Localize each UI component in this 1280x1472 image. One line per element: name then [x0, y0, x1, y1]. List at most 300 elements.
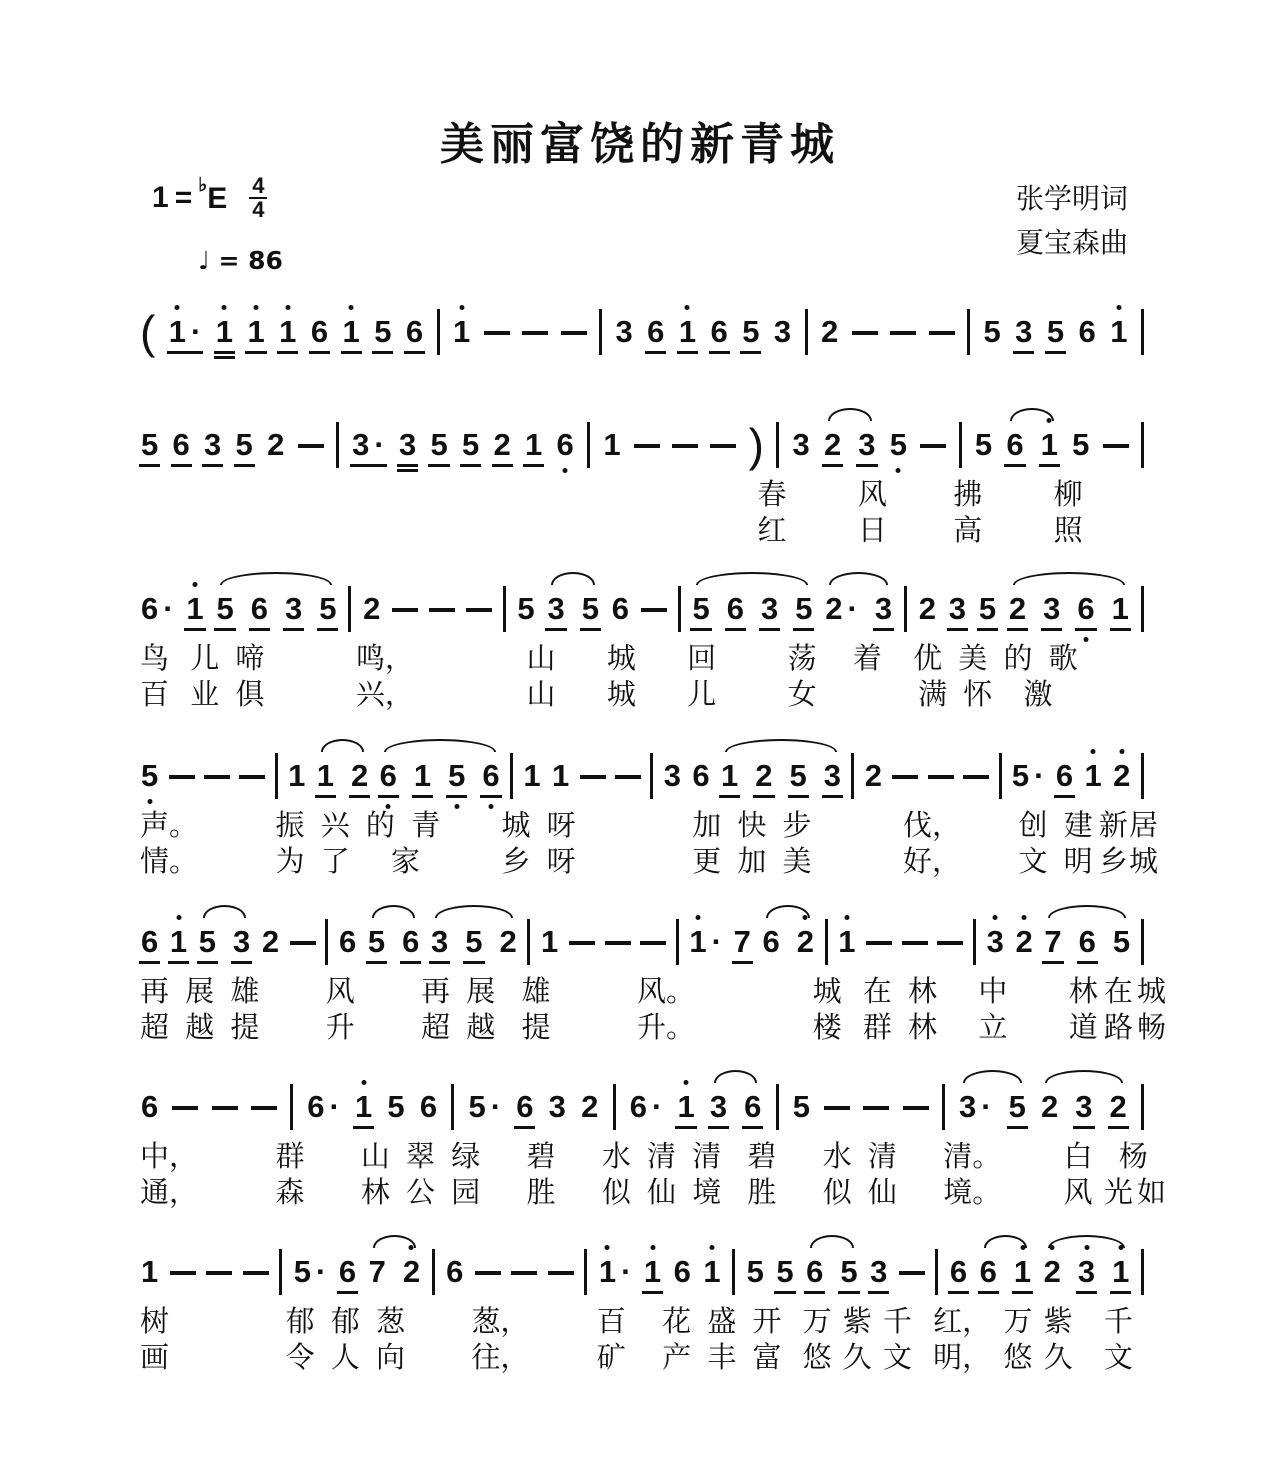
note-digit: 5	[141, 427, 159, 462]
lyric-syllable: 似	[822, 1177, 852, 1209]
note	[185, 592, 204, 626]
augmentation-dot: ·	[711, 924, 722, 959]
lyric-syllable: 优	[913, 643, 943, 675]
note-digit: 1	[343, 315, 360, 349]
note	[1043, 1255, 1062, 1289]
note-digit: 5	[1008, 1089, 1026, 1124]
note	[168, 315, 203, 349]
note-digit: 2	[261, 924, 280, 959]
octave-up-dot	[1091, 749, 1096, 754]
note	[789, 759, 808, 793]
duration-dash	[243, 1271, 269, 1275]
lyric-syllable: 水	[601, 1141, 631, 1173]
lyric-syllable: 城	[812, 976, 842, 1008]
duration-dash	[561, 331, 587, 335]
note	[367, 925, 386, 959]
meter-denominator: 4	[252, 197, 265, 222]
lyric-syllable: 山	[526, 679, 556, 711]
note	[746, 1255, 765, 1289]
lyrics-line-7-verse-2	[140, 1335, 1144, 1374]
barline	[348, 586, 351, 632]
note-digit: 1	[523, 758, 541, 793]
note	[1077, 1255, 1096, 1289]
note	[1008, 592, 1027, 626]
note	[373, 315, 392, 349]
duration-dash	[466, 608, 492, 612]
note	[499, 925, 518, 959]
slur-arc	[720, 759, 842, 793]
lyric-syllable: 青	[411, 810, 441, 842]
note-digit: 3	[874, 591, 893, 626]
lyric-syllable: 悠	[1003, 1342, 1033, 1374]
duration-dash	[903, 1106, 929, 1110]
lyric-syllable: 业	[190, 679, 220, 711]
note-digit: 1	[838, 925, 855, 959]
note	[581, 592, 600, 626]
lyric-syllable: 群	[862, 1012, 892, 1044]
lyrics-line-3-verse-2	[140, 672, 1144, 711]
lyric-syllable: 明，	[933, 1342, 992, 1374]
note-digit: 1	[1041, 428, 1058, 462]
octave-up-dot	[696, 915, 701, 920]
beam-line	[948, 1291, 969, 1294]
slur-arc	[805, 1255, 859, 1289]
note-digit: 1	[703, 1255, 720, 1289]
note	[1071, 428, 1090, 462]
octave-up-dot	[844, 915, 849, 920]
note	[986, 925, 1005, 959]
beam-line	[245, 351, 266, 354]
note-digit: 3	[709, 1089, 728, 1124]
beam-line	[168, 961, 189, 964]
octave-up-dot	[685, 305, 690, 310]
lyric-syllable: 森	[275, 1177, 305, 1209]
time-signature	[249, 173, 267, 222]
note	[611, 592, 630, 626]
barline	[776, 1084, 779, 1130]
lyric-syllable: 了	[320, 846, 350, 878]
lyric-syllable: 清	[867, 1141, 897, 1173]
duration-dash	[548, 1271, 574, 1275]
beam-line	[759, 628, 780, 631]
octave-up-dot	[684, 1080, 689, 1085]
close-paren: )	[748, 419, 764, 471]
lyric-syllable: 激	[1023, 679, 1053, 711]
lyric-syllable: 在	[1103, 976, 1133, 1008]
note-digit: 5	[742, 314, 760, 349]
lyric-syllable: 加	[737, 846, 767, 878]
note-digit: 5	[468, 1089, 486, 1124]
lyric-syllable: 家	[391, 846, 421, 878]
note-digit: 6	[380, 759, 397, 793]
note	[172, 428, 191, 462]
note-digit: 1	[525, 427, 543, 462]
note	[702, 1255, 721, 1289]
lyric-syllable: 仙	[867, 1177, 897, 1209]
beam-line	[675, 1126, 696, 1129]
note	[398, 428, 417, 462]
note	[754, 759, 773, 793]
lyric-syllable: 伐，	[903, 810, 962, 842]
slur-arc	[367, 925, 421, 959]
note	[824, 592, 859, 626]
note	[445, 1255, 464, 1289]
note	[198, 925, 217, 959]
beam-line	[642, 1291, 663, 1294]
lyrics-line-2-verse-1	[140, 472, 1144, 511]
beam-line	[309, 351, 330, 354]
slur-arc	[824, 592, 893, 626]
note-digit: 6	[744, 1089, 762, 1124]
slur-arc	[1005, 428, 1059, 462]
beam-line	[492, 464, 513, 467]
beam-line	[372, 351, 393, 354]
note	[691, 592, 710, 626]
note-digit: 5	[198, 924, 216, 959]
note	[1078, 925, 1097, 959]
octave-up-dot	[459, 305, 464, 310]
note	[461, 428, 480, 462]
note-digit: 6	[673, 1254, 691, 1289]
barline	[825, 919, 828, 965]
beam-line	[580, 628, 601, 631]
lyric-syllable: 城	[606, 679, 636, 711]
octave-up-dot	[1050, 1245, 1055, 1250]
beam-line	[400, 961, 421, 964]
beam-line	[523, 464, 544, 467]
note	[773, 315, 792, 349]
note	[1083, 759, 1102, 793]
lyric-syllable: 风	[857, 479, 887, 511]
note-digit: 1	[288, 758, 306, 793]
music-line-2	[140, 418, 1144, 472]
beam-line	[184, 628, 205, 631]
duration-dash	[928, 775, 954, 779]
lyric-syllable: 令	[285, 1342, 315, 1374]
octave-up-dot	[175, 305, 180, 310]
beam-line	[397, 464, 418, 467]
octave-up-dot	[1119, 749, 1124, 754]
note	[629, 1090, 664, 1124]
lyric-syllable: 畅	[1136, 1012, 1166, 1044]
lyric-syllable: 日	[857, 515, 887, 547]
duration-dash	[580, 775, 606, 779]
beam-line	[428, 464, 449, 467]
note	[1078, 315, 1097, 349]
note	[1005, 428, 1024, 462]
note	[760, 592, 779, 626]
lyric-syllable: 展	[185, 976, 215, 1008]
note-digit: 3	[1043, 591, 1061, 626]
note-digit: 3	[792, 427, 810, 462]
note-digit: 1	[1084, 759, 1101, 793]
note-digit: 1	[1111, 591, 1129, 626]
note	[481, 759, 500, 793]
duration-dash	[212, 1106, 238, 1110]
barline	[1141, 753, 1144, 799]
note-digit: 5	[374, 314, 392, 349]
beam-line	[978, 1291, 999, 1294]
note-digit: 1	[170, 925, 187, 959]
duration-dash	[569, 941, 595, 945]
note	[350, 759, 369, 793]
barline	[587, 422, 590, 468]
lyric-syllable: 山	[526, 643, 556, 675]
beam-line	[1110, 628, 1131, 631]
note-digit: 3	[958, 1089, 977, 1124]
lyric-syllable: 白	[1063, 1141, 1093, 1173]
music-line-1	[140, 305, 1144, 359]
lyric-syllable: 再	[421, 976, 451, 1008]
note-digit: 6	[629, 1089, 647, 1124]
barline	[935, 1249, 938, 1295]
note-digit: 1	[679, 315, 696, 349]
note	[720, 759, 739, 793]
note-digit: 3	[284, 591, 303, 626]
note	[857, 428, 876, 462]
lyric-syllable: 提	[521, 1012, 551, 1044]
duration-dash	[475, 1271, 501, 1275]
note	[386, 1090, 405, 1124]
note	[419, 1090, 438, 1124]
duration-dash	[899, 1271, 925, 1275]
duration-dash	[892, 775, 918, 779]
lyrics-line-6-verse-1	[140, 1134, 1148, 1173]
note-digit: 6	[339, 924, 357, 959]
note	[794, 592, 813, 626]
note	[978, 592, 997, 626]
lyric-syllable: 在	[862, 976, 892, 1008]
lyric-syllable: 碧	[526, 1141, 556, 1173]
duration-dash	[170, 1271, 196, 1275]
duration-dash	[640, 941, 666, 945]
note	[306, 1090, 341, 1124]
barline	[510, 753, 513, 799]
barline	[776, 422, 779, 468]
note	[949, 1255, 968, 1289]
note	[354, 1090, 373, 1124]
note	[602, 428, 621, 462]
note-digit: 6	[1006, 427, 1024, 462]
barline	[279, 1249, 282, 1295]
duration-dash	[937, 941, 963, 945]
barline	[732, 1249, 735, 1295]
beam-line	[1039, 464, 1060, 467]
lyric-syllable: 百	[140, 679, 170, 711]
note-digit: 5	[465, 924, 483, 959]
lyric-syllable: 红	[757, 515, 787, 547]
note-digit: 6	[141, 924, 159, 959]
lyric-syllable: 紫	[1043, 1306, 1073, 1338]
lyric-syllable: 春	[757, 479, 787, 511]
note-digit: 6	[611, 591, 630, 626]
note-digit: 1	[169, 315, 186, 349]
note	[310, 315, 329, 349]
barline	[290, 1084, 293, 1130]
note-digit: 3	[773, 314, 792, 349]
beam-line	[463, 961, 484, 964]
octave-up-dot	[1022, 915, 1027, 920]
duration-dash	[710, 444, 736, 448]
note-digit: 5	[1046, 314, 1065, 349]
beam-line	[690, 628, 711, 631]
augmentation-dot: ·	[981, 1089, 992, 1124]
beam-line	[822, 795, 843, 798]
lyric-syllable: 境	[692, 1177, 722, 1209]
lyric-syllable: 鸟	[140, 643, 170, 675]
note	[246, 315, 265, 349]
note	[796, 925, 815, 959]
music-line-4	[140, 749, 1144, 803]
lyric-syllable: 千	[882, 1306, 912, 1338]
duration-dash	[824, 1106, 850, 1110]
lyric-syllable: 山	[360, 1141, 390, 1173]
note-digit: 5	[746, 1254, 764, 1289]
barline	[999, 753, 1002, 799]
note-digit: 5	[890, 428, 907, 462]
augmentation-dot: ·	[621, 1254, 632, 1289]
lyric-syllable: 花	[662, 1306, 692, 1338]
note	[1076, 592, 1095, 626]
note-digit: 5	[319, 591, 337, 626]
note	[1040, 428, 1059, 462]
beam-line	[404, 351, 425, 354]
lyric-syllable: 绿	[451, 1141, 481, 1173]
note-digit: 2	[581, 1089, 599, 1124]
augmentation-dot: ·	[316, 1254, 327, 1289]
beam-line	[171, 464, 192, 467]
note	[405, 315, 424, 349]
note-digit: 2	[1044, 1255, 1061, 1289]
beam-line	[514, 1126, 535, 1129]
slur-arc	[1043, 1255, 1131, 1289]
note-digit: 6	[762, 924, 780, 959]
duration-dash	[929, 331, 955, 335]
note-digit: 5	[141, 759, 158, 793]
note	[1042, 592, 1061, 626]
note-digit: 2	[1041, 1089, 1059, 1124]
note	[338, 925, 357, 959]
note-digit: 6	[949, 1254, 968, 1289]
note-digit: 3	[987, 925, 1004, 959]
note	[918, 592, 937, 626]
lyric-syllable: 葱，	[471, 1306, 530, 1338]
note	[1008, 1090, 1027, 1124]
lyric-syllable: 中，	[140, 1141, 199, 1173]
note	[982, 315, 1001, 349]
lyric-syllable: 群	[275, 1141, 305, 1173]
lyric-syllable: 乡	[501, 846, 531, 878]
note	[402, 1255, 421, 1289]
barline	[650, 753, 653, 799]
note	[1109, 1090, 1128, 1124]
lyric-syllable: 满	[918, 679, 948, 711]
lyric-syllable: 步	[782, 810, 812, 842]
slur-arc	[691, 592, 813, 626]
note	[452, 315, 471, 349]
barline	[325, 919, 328, 965]
slur-arc	[958, 1090, 1027, 1124]
key-signature	[152, 173, 267, 222]
note-digit: 5	[840, 1254, 858, 1289]
note-digit: 1	[1112, 1255, 1129, 1289]
augmentation-dot: ·	[163, 591, 174, 626]
duration-dash	[852, 331, 878, 335]
lyric-syllable: 回	[687, 643, 717, 675]
note-digit: 3	[760, 591, 779, 626]
note	[413, 759, 432, 793]
lyric-syllable: 升	[325, 1012, 355, 1044]
duration-dash	[392, 608, 418, 612]
lyrics-line-2-verse-2	[140, 508, 1144, 547]
note-digit: 5	[789, 758, 807, 793]
lyric-syllable: 杨	[1118, 1141, 1148, 1173]
note-digit: 3	[204, 427, 222, 462]
tempo-marking: ♩ = 86	[198, 246, 283, 275]
lyric-syllable: 路	[1103, 1012, 1133, 1044]
lyric-syllable: 葱	[375, 1306, 405, 1338]
lyric-syllable: 通，	[140, 1177, 199, 1209]
note	[351, 428, 386, 462]
note-digit: 5	[216, 591, 234, 626]
note-digit: 2	[825, 591, 843, 626]
lyric-syllable: 产	[662, 1342, 692, 1374]
beam-line	[429, 961, 450, 964]
note-digit: 2	[499, 924, 517, 959]
note-digit: 6	[979, 1254, 997, 1289]
note-digit: 5	[978, 591, 997, 626]
augmentation-dot: ·	[490, 1089, 502, 1124]
note	[342, 315, 361, 349]
barline	[1141, 1084, 1144, 1130]
note-digit: 1	[677, 1090, 694, 1124]
lyric-syllable: 文	[1103, 1342, 1133, 1374]
note-digit: 7	[368, 1254, 386, 1289]
note	[979, 1255, 998, 1289]
beam-line	[708, 1126, 729, 1129]
note	[820, 315, 839, 349]
note	[709, 1090, 728, 1124]
note	[691, 759, 710, 793]
lyric-syllable: 清	[692, 1141, 722, 1173]
lyric-syllable: 城	[1128, 846, 1158, 878]
duration-dash	[298, 444, 324, 448]
lyric-syllable: 人	[330, 1342, 360, 1374]
note	[379, 759, 398, 793]
note-digit: 3	[547, 591, 565, 626]
duration-dash	[641, 608, 667, 612]
composer: 夏宝森曲	[1015, 228, 1128, 259]
note-digit: 6	[338, 1254, 357, 1289]
barline	[967, 309, 970, 355]
beam-line	[353, 1126, 374, 1129]
note	[1046, 315, 1065, 349]
note-digit: 2	[918, 591, 936, 626]
note	[522, 759, 541, 793]
note-digit: 2	[363, 591, 381, 626]
lyric-syllable: 鸣，	[355, 643, 414, 675]
duration-dash	[615, 775, 641, 779]
barline	[451, 1084, 454, 1130]
note	[643, 1255, 662, 1289]
barline	[599, 309, 602, 355]
lyric-syllable: 碧	[747, 1141, 777, 1173]
beam-line	[709, 351, 730, 354]
note	[215, 315, 234, 349]
lyric-syllable: 树	[140, 1306, 170, 1338]
lyric-syllable: 富	[752, 1342, 782, 1374]
lyric-syllable: 悠	[802, 1342, 832, 1374]
